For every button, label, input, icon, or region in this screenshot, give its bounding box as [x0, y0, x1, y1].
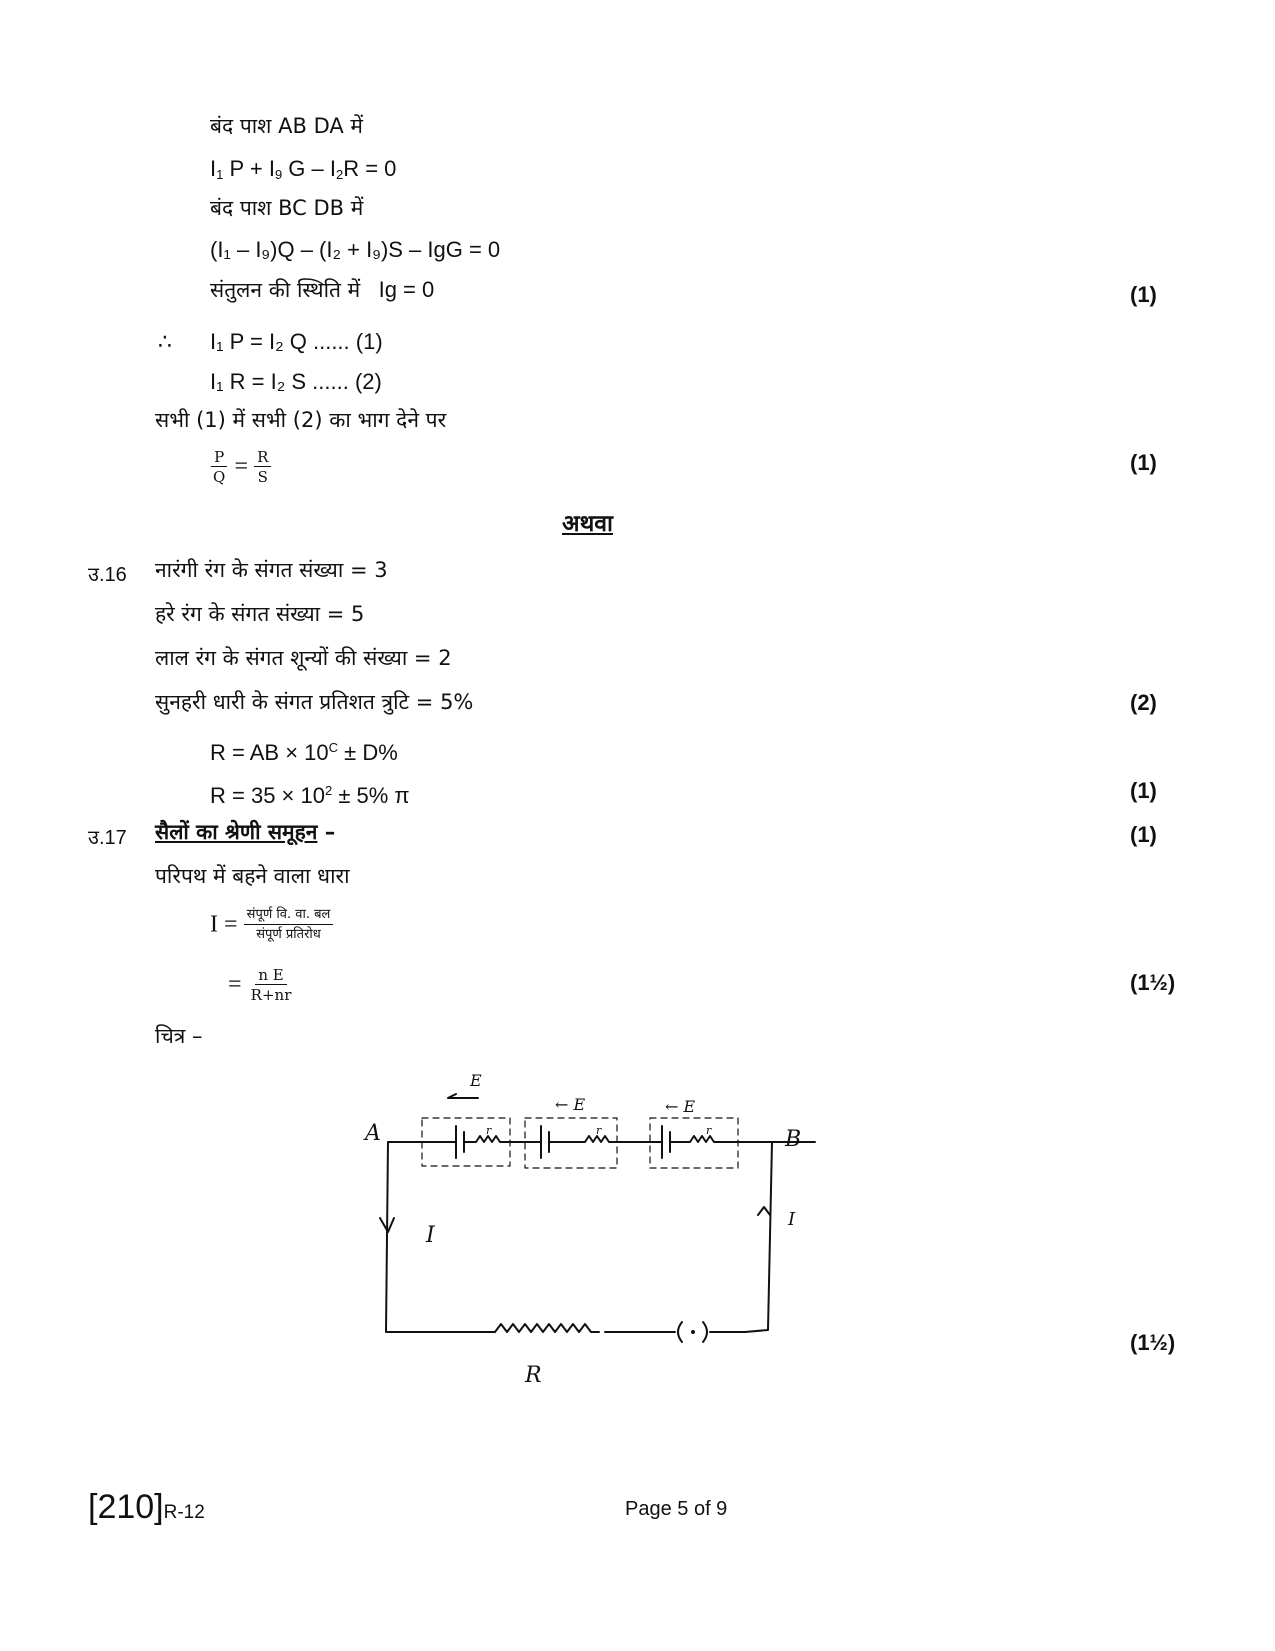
- paper-code-main: [210]: [88, 1488, 164, 1526]
- eq-part: I: [210, 156, 217, 181]
- eq-sub: 9: [274, 167, 283, 182]
- numerator: R: [254, 448, 271, 467]
- equation-1: I₁ P = I₂ Q ...... (1): [210, 329, 383, 354]
- marks: (1): [1130, 822, 1157, 847]
- eq-sub: 1: [216, 167, 224, 182]
- current-text: परिपथ में बहने वाला धारा: [155, 864, 350, 888]
- current-label-right: I: [788, 1209, 796, 1230]
- resistance-formula: [210, 734, 398, 767]
- emf-label: ← E: [665, 1097, 696, 1116]
- heading-dash: –: [317, 820, 336, 844]
- marks: (1½): [1130, 1330, 1176, 1355]
- fraction: [254, 448, 271, 487]
- internal-resistance-label: r: [706, 1124, 712, 1137]
- q16-line: लाल रंग के संगत शून्यों की संख्या = 2: [155, 646, 452, 670]
- therefore-symbol: ∴: [158, 329, 172, 354]
- marks: (1): [1130, 282, 1157, 307]
- heading-text: सैलों का श्रेणी समूहन: [155, 820, 318, 844]
- fraction: [248, 966, 295, 1005]
- numerator: P: [211, 448, 227, 467]
- resistor-label: R: [525, 1363, 542, 1388]
- eq-part: P + I: [223, 156, 275, 181]
- paper-code: [88, 1488, 205, 1527]
- fraction: [244, 906, 334, 945]
- loop1-label: बंद पाश AB DA में: [210, 114, 363, 138]
- exponent: 2: [324, 783, 333, 798]
- equals-sign: =: [228, 971, 242, 998]
- node-a-label: A: [365, 1121, 381, 1146]
- q17-heading: [155, 818, 335, 846]
- formula-part: ± 5% π: [332, 783, 410, 808]
- denominator: R+nr: [250, 986, 292, 1004]
- paper-code-suffix: R-12: [163, 1502, 205, 1523]
- formula-part: R = AB × 10: [210, 740, 329, 765]
- formula-part: R = 35 × 10: [210, 783, 325, 808]
- divide-text: सभी (1) में सभी (2) का भाग देने पर: [155, 408, 447, 432]
- marks: (2): [1130, 690, 1157, 715]
- balance-condition: [210, 276, 434, 304]
- page-number: Page 5 of 9: [625, 1498, 728, 1520]
- eq-part: G – I: [282, 156, 336, 181]
- question-number: उ.16: [88, 564, 127, 586]
- current-formula-2: [228, 966, 294, 1005]
- denominator: संपूर्ण प्रतिरोध: [256, 927, 321, 942]
- marks: (1½): [1130, 970, 1176, 995]
- current-label: I =: [210, 911, 238, 938]
- or-heading: अथवा: [562, 511, 614, 537]
- emf-label: ← E: [555, 1095, 586, 1114]
- circuit-diagram: [360, 1060, 830, 1400]
- current-label-left: I: [426, 1223, 435, 1248]
- ratio-formula: [210, 448, 271, 487]
- internal-resistance-label: r: [486, 1124, 492, 1137]
- loop2-equation: (I₁ – I₉)Q – (I₂ + I₉)S – IgG = 0: [210, 237, 501, 262]
- eq-part: R = 0: [343, 156, 397, 181]
- emf-label: E: [470, 1071, 482, 1090]
- internal-resistance-label: r: [596, 1124, 602, 1137]
- numerator: n E: [255, 966, 286, 985]
- meter-dot: [691, 1330, 695, 1334]
- equals-sign: =: [234, 453, 248, 480]
- fraction: [210, 448, 228, 487]
- figure-label: चित्र –: [155, 1024, 203, 1048]
- loop2-label: बंद पाश BC DB में: [210, 196, 364, 220]
- marks: (1): [1130, 778, 1157, 803]
- numerator: संपूर्ण वि. वा. बल: [244, 906, 334, 925]
- denominator: S: [257, 468, 268, 486]
- equation-2: I₁ R = I₂ S ...... (2): [210, 369, 382, 394]
- resistance-result: [210, 777, 410, 810]
- loop1-equation: [210, 155, 396, 189]
- q16-line: हरे रंग के संगत संख्या = 5: [155, 602, 365, 626]
- question-number: उ.17: [88, 827, 127, 849]
- formula-part: ± D%: [338, 740, 398, 765]
- balance-equation: Ig = 0: [378, 277, 435, 302]
- marks: (1): [1130, 450, 1157, 475]
- q16-line: सुनहरी धारी के संगत प्रतिशत त्रुटि = 5%: [155, 690, 474, 714]
- eq-sub: 2: [335, 167, 344, 182]
- denominator: Q: [213, 468, 226, 486]
- node-b-label: B: [785, 1127, 802, 1152]
- balance-text: संतुलन की स्थिति में: [210, 278, 361, 302]
- exponent: C: [328, 740, 339, 755]
- q16-line: नारंगी रंग के संगत संख्या = 3: [155, 558, 388, 582]
- current-formula: [210, 906, 333, 945]
